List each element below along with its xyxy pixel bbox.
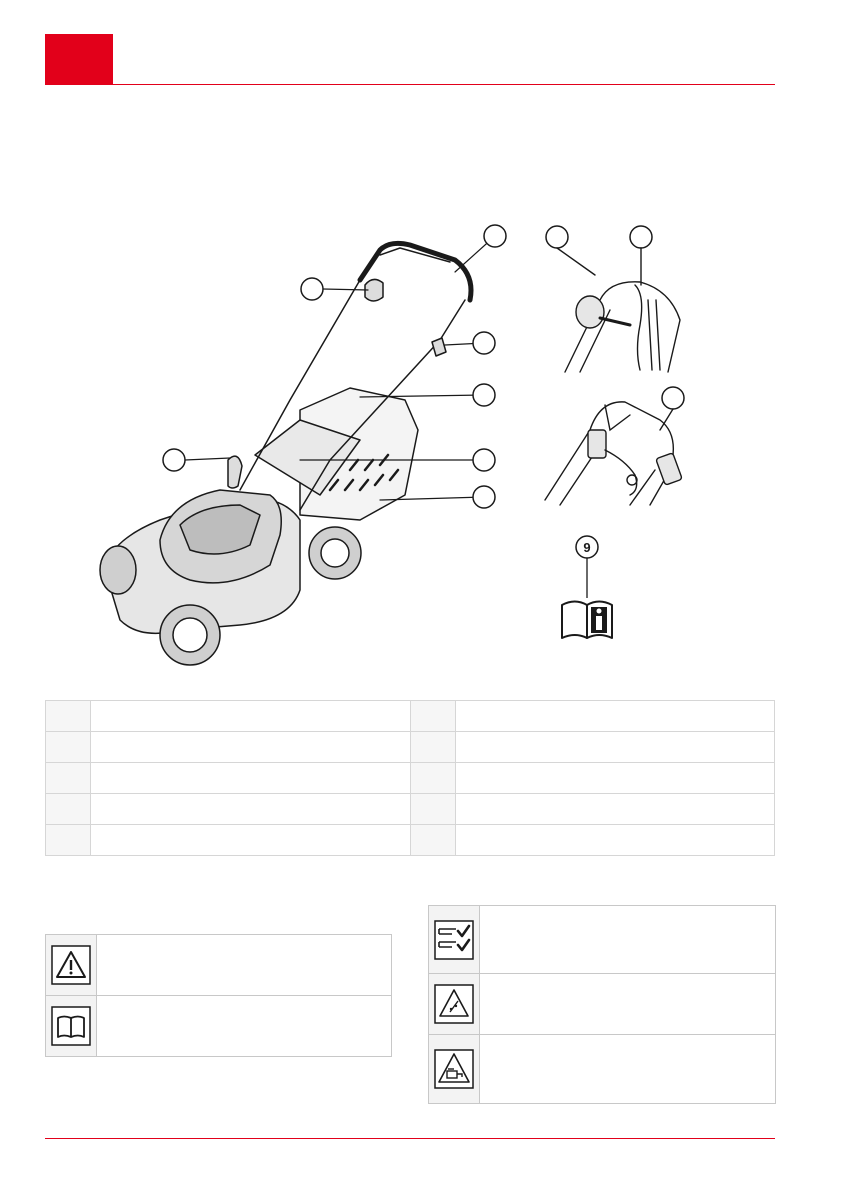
table-row [46,701,775,732]
callout-3 [473,332,495,354]
symbol-icon-cell [46,996,97,1056]
part-name [91,794,411,825]
symbol-icon-cell [429,906,480,973]
symbol-description [97,935,391,995]
detail-cable-plug [557,248,680,372]
callout-11 [662,387,684,409]
detail-handle-relief [545,402,682,505]
symbol-row [46,935,391,995]
symbol-row [429,973,775,1034]
warning-triangle-icon [51,945,91,985]
part-name [455,701,775,732]
symbol-icon-cell [429,974,480,1034]
hand-hazard-icon [434,1049,474,1089]
info-book-icon [562,602,612,639]
callout-5 [473,449,495,471]
part-name [91,732,411,763]
part-number [46,825,91,856]
symbols-table-left [45,934,392,1057]
callout-9-label: 9 [583,540,591,555]
callout-2 [301,278,323,300]
callout-10 [630,226,652,248]
front-left-wheel [100,546,136,594]
part-name [455,732,775,763]
table-row [46,763,775,794]
callout-6 [473,486,495,508]
front-wheel [160,605,220,665]
parts-table [45,700,775,856]
table-row [46,794,775,825]
symbol-icon-cell [46,935,97,995]
part-number [46,763,91,794]
callout-7 [163,449,185,471]
symbol-description [480,906,775,973]
part-number [410,701,455,732]
symbol-description [480,1035,775,1103]
checklist-icon [434,920,474,960]
part-name [455,763,775,794]
callout-8 [546,226,568,248]
part-number [410,763,455,794]
callout-1 [484,225,506,247]
part-number [410,732,455,763]
blade-hazard-icon [434,984,474,1024]
table-row [46,732,775,763]
symbol-row [46,995,391,1056]
symbol-row [429,1034,775,1103]
part-name [91,825,411,856]
symbol-description [480,974,775,1034]
symbols-table-right [428,905,776,1104]
table-row [46,825,775,856]
part-number [46,701,91,732]
part-name [91,763,411,794]
symbol-description [97,996,391,1056]
part-number [46,732,91,763]
part-number [46,794,91,825]
part-name [455,794,775,825]
callout-4 [473,384,495,406]
symbol-icon-cell [429,1035,480,1103]
rear-wheel [309,527,361,579]
part-name [455,825,775,856]
part-name [91,701,411,732]
footer-rule [45,1138,775,1139]
manual-book-icon [51,1006,91,1046]
symbol-row [429,906,775,973]
part-number [410,794,455,825]
part-number [410,825,455,856]
